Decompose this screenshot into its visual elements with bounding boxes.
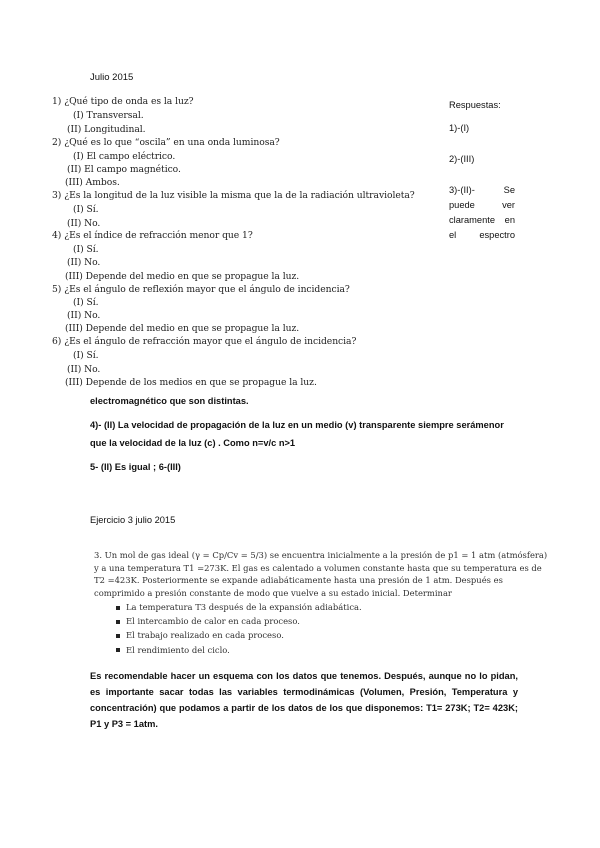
exercise-item (116, 614, 362, 628)
question-5-option: (I) Sí. (73, 297, 99, 308)
question-6-option: (III) Depende de los medios en que se propague la luz. (65, 377, 317, 388)
question-2-option: (III) Ambos. (65, 177, 120, 188)
answers-column (449, 98, 515, 243)
exercise-items (116, 600, 362, 657)
exercise-title: Ejercicio 3 julio 2015 (90, 515, 176, 525)
question-4: 4) ¿Es el índice de refracción menor que 1? (52, 230, 253, 241)
answer-3-line: claramente en (449, 215, 515, 225)
answer-3 (449, 183, 515, 243)
question-4-option: (III) Depende del medio en que se propague la luz. (65, 271, 300, 282)
answer-4-line: 4)- (II) La velocidad de propagación de la luz en un medio (v) transparente siempre serámenor (90, 420, 504, 430)
answer-3-line: el espectro (449, 230, 515, 240)
answer-3-line: 3)-(II)- Se (449, 185, 515, 195)
question-1-option: (II) Longitudinal. (67, 124, 146, 135)
question-2: 2) ¿Qué es lo que “oscila” en una onda luminosa? (52, 137, 280, 148)
question-5-option: (II) No. (67, 310, 101, 321)
question-5-option: (III) Depende del medio en que se propague la luz. (65, 323, 300, 334)
question-2-option: (I) El campo eléctrico. (73, 151, 176, 162)
question-6-option: (II) No. (67, 364, 101, 375)
question-1: 1) ¿Qué tipo de onda es la luz? (52, 96, 194, 107)
question-5: 5) ¿Es el ángulo de reflexión mayor que el ángulo de incidencia? (52, 284, 350, 295)
date-heading: Julio 2015 (90, 72, 134, 83)
question-3: 3) ¿Es la longitud de la luz visible la misma que la de la radiación ultravioleta? (52, 190, 415, 201)
question-4-option: (I) Sí. (73, 244, 99, 255)
answer-4-line: que la velocidad de la luz (c) . Como n=v/c n>1 (90, 438, 296, 448)
exercise-item-text: El trabajo realizado en cada proceso. (126, 630, 284, 641)
answer-2: 2)-(III) (449, 154, 475, 164)
question-3-option: (I) Sí. (73, 204, 99, 215)
exercise-item (116, 600, 362, 614)
question-6: 6) ¿Es el ángulo de refracción mayor que el ángulo de incidencia? (52, 336, 357, 347)
answers-heading: Respuestas: (449, 100, 501, 110)
answer-1: 1)-(I) (449, 123, 470, 133)
bullet-icon (116, 634, 120, 638)
exercise-item (116, 643, 362, 657)
bullet-icon (116, 648, 120, 652)
exercise-item-text: El rendimiento del ciclo. (126, 644, 230, 655)
bullet-icon (116, 606, 120, 610)
question-1-option: (I) Transversal. (73, 110, 144, 121)
question-2-option: (II) El campo magnético. (67, 164, 181, 175)
exercise-item-text: El intercambio de calor en cada proceso. (126, 616, 300, 627)
question-6-option: (I) Sí. (73, 350, 99, 361)
final-paragraph: Es recomendable hacer un esquema con los datos que tenemos. Después, aunque no lo pidan, es importante sacar todas las variables termodinámicas (Volumen, Presión, Temperatura y concentración) que podamos a partir de los datos de los que disponemos: T1= 273K; T2= 423K; P1 y P3 = 1atm. (90, 671, 518, 729)
answer-3-line: puede ver (449, 200, 515, 210)
bullet-icon (116, 620, 120, 624)
answer-5-6: 5- (II) Es igual ; 6-(III) (90, 462, 181, 472)
question-4-option: (II) No. (67, 257, 101, 268)
answer-3-continuation: electromagnético que son distintas. (90, 396, 249, 406)
exercise-statement: 3. Un mol de gas ideal (γ = Cp/Cv = 5/3) se encuentra inicialmente a la presión de p1 = 1 atm (atmósfera) y a una temperatura T1 =273K. El gas es calentado a volumen constante hasta que su temperatura es de T2 =423K. Posteriormente se expande adiabáticamente hasta una presión de 1 atm. Después es comprimido a presión constante de modo que vuelve a su estado inicial. Determinar (94, 550, 548, 598)
exercise-item (116, 628, 362, 642)
exercise-item-text: La temperatura T3 después de la expansión adiabática. (126, 602, 362, 612)
question-3-option: (II) No. (67, 218, 101, 229)
